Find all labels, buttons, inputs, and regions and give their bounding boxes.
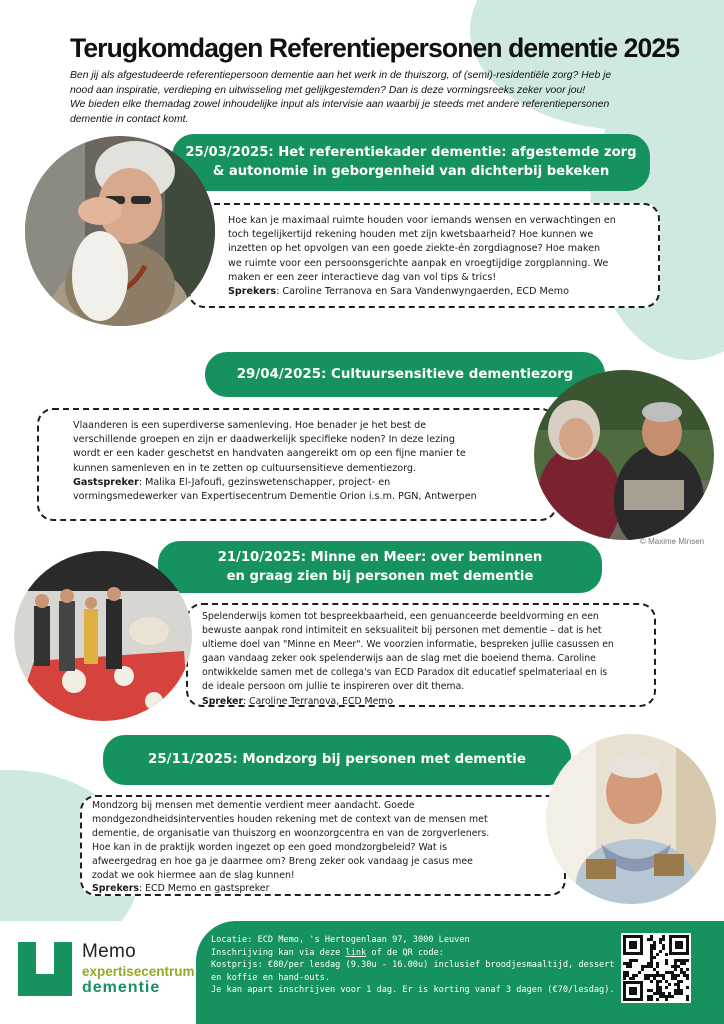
qr-module xyxy=(650,980,653,983)
qr-module xyxy=(647,989,650,992)
qr-module xyxy=(656,953,659,956)
qr-module xyxy=(653,977,656,980)
qr-module xyxy=(653,968,656,971)
qr-module xyxy=(629,965,632,968)
qr-module xyxy=(653,947,656,950)
qr-module xyxy=(641,968,644,971)
qr-module xyxy=(659,989,662,992)
qr-module xyxy=(647,977,650,980)
qr-module xyxy=(623,977,626,980)
qr-module xyxy=(647,965,650,968)
session-title-2: 29/04/2025: Cultuursensitieve dementiezorg xyxy=(205,352,605,397)
qr-code[interactable] xyxy=(621,933,691,1003)
logo-subtitle: expertisecentrum xyxy=(82,964,195,979)
qr-module xyxy=(656,974,659,977)
qr-module xyxy=(677,983,680,986)
qr-module xyxy=(665,959,668,962)
qr-module xyxy=(656,992,659,995)
qr-module xyxy=(650,974,653,977)
qr-module xyxy=(659,950,662,953)
qr-module xyxy=(653,944,656,947)
qr-module xyxy=(662,974,665,977)
qr-module xyxy=(683,971,686,974)
qr-module xyxy=(680,959,683,962)
session-description-1: Hoe kan je maximaal ruimte houden voor iemands wensen en verwachtingen en toch tegelijkertijd rekening houden met zijn kwetsbaarheid? Hoe kunnen we inzetten op het opvolgen van een goede ziekte-én zorgdiagnose? Hoe maken we ruimte voor een persoonsgerichte aanpak en vroegtijdige zorgplanning. We maken er een zeer interactieve dag van vol tips & trics! Sprekers: Caroline Terranova en Sara Vandenwyngaerden, ECD Memo xyxy=(188,203,660,308)
qr-module xyxy=(671,971,674,974)
qr-module xyxy=(638,971,641,974)
qr-module xyxy=(680,962,683,965)
qr-module xyxy=(671,965,674,968)
qr-module xyxy=(659,974,662,977)
qr-module xyxy=(653,941,656,944)
qr-module xyxy=(623,974,626,977)
qr-module xyxy=(674,992,677,995)
qr-module xyxy=(662,938,665,941)
qr-module xyxy=(683,974,686,977)
qr-module xyxy=(665,962,668,965)
qr-module xyxy=(653,974,656,977)
qr-module xyxy=(659,941,662,944)
qr-module xyxy=(650,995,653,998)
qr-module xyxy=(686,998,689,1001)
qr-module xyxy=(674,983,677,986)
qr-module xyxy=(665,998,668,1001)
qr-module xyxy=(677,980,680,983)
speaker-label: Sprekers xyxy=(92,883,139,895)
qr-module xyxy=(650,956,653,959)
session-title-4: 25/11/2025: Mondzorg bij personen met dementie xyxy=(103,735,571,785)
qr-module xyxy=(656,965,659,968)
qr-module xyxy=(626,965,629,968)
qr-module xyxy=(644,965,647,968)
qr-module xyxy=(674,977,677,980)
qr-module xyxy=(629,959,632,962)
qr-module xyxy=(641,965,644,968)
qr-module xyxy=(683,959,686,962)
qr-module xyxy=(665,986,668,989)
qr-module xyxy=(656,962,659,965)
qr-module xyxy=(674,989,677,992)
qr-module xyxy=(674,959,677,962)
qr-module xyxy=(647,938,650,941)
qr-module xyxy=(644,977,647,980)
qr-module xyxy=(647,998,650,1001)
qr-module xyxy=(659,986,662,989)
qr-module xyxy=(653,956,656,959)
qr-module xyxy=(656,998,659,1001)
qr-module xyxy=(650,944,653,947)
session-description-4: Mondzorg bij mensen met dementie verdient meer aandacht. Goede mondgezondheidsinterventies houden rekening met de context van de mensen met dementie, de organisatie van thuiszorg en woonzorgcentra en van de zorgverleners. Hoe kan in de praktijk worden ingezet op een goed mondzorgbeleid? Wat is afweergedrag en hoe ga je daarmee om? Breng zeker ook vandaag je casus mee zodat we ook hiermee aan de slag kunnen! Sprekers: ECD Memo en gastspreker xyxy=(80,795,566,896)
qr-module xyxy=(668,971,671,974)
qr-module xyxy=(659,992,662,995)
qr-module xyxy=(662,944,665,947)
qr-module xyxy=(623,971,626,974)
qr-module xyxy=(635,959,638,962)
qr-module xyxy=(650,953,653,956)
qr-module xyxy=(629,962,632,965)
qr-module xyxy=(650,947,653,950)
session-title-1: 25/03/2025: Het referentiekader dementie: afgestemde zorg & autonomie in geborgenheid van dichterbij bekeken xyxy=(172,134,650,191)
qr-module xyxy=(650,935,653,938)
qr-module xyxy=(662,935,665,938)
qr-module xyxy=(662,947,665,950)
qr-module xyxy=(680,992,683,995)
qr-module xyxy=(650,959,653,962)
memo-logo-icon xyxy=(18,942,72,1000)
photo-elderly-couple xyxy=(534,370,714,540)
qr-module xyxy=(650,962,653,965)
qr-module xyxy=(650,989,653,992)
qr-module xyxy=(659,980,662,983)
photo-board-game-group xyxy=(14,551,192,721)
qr-module xyxy=(626,974,629,977)
qr-module xyxy=(668,992,671,995)
qr-module xyxy=(647,962,650,965)
qr-module xyxy=(647,974,650,977)
qr-module xyxy=(677,959,680,962)
qr-module xyxy=(656,986,659,989)
speaker-label: Spreker xyxy=(202,695,244,707)
qr-module xyxy=(656,989,659,992)
qr-module xyxy=(659,938,662,941)
qr-module xyxy=(653,992,656,995)
qr-module xyxy=(665,995,668,998)
qr-module xyxy=(644,974,647,977)
qr-module xyxy=(650,938,653,941)
qr-module xyxy=(662,992,665,995)
qr-module xyxy=(632,959,635,962)
session-description-2: Vlaanderen is een superdiverse samenleving. Hoe benader je het best de verschillende groepen en zijn er daadwerkelijk specifieke noden? In deze lezing wordt er een kader geschetst en handvaten aangereikt om op een fijne manier te kunnen samenleven en in te zetten op cultuursensitieve dementiezorg. Gastspreker: Malika El-Jafoufi, gezinswetenschapper, project- en vormingsmedewerker van Expertisecentrum Dementie Orion i.s.m. PGN, Antwerpen xyxy=(37,408,557,521)
qr-module xyxy=(674,968,677,971)
qr-module xyxy=(626,962,629,965)
qr-module xyxy=(632,977,635,980)
speaker-label: Gastspreker xyxy=(73,476,139,488)
intro-text: Ben jij als afgestudeerde referentiepersoon dementie aan het werk in de thuiszorg, of (semi)-residentiële zorg? Heb je nood aan inspiratie, verdieping en uitwisseling met gelijkgestemden? Dan is deze vormingsreeks zeker voor jou! We bieden elke themadag zowel inhoudelijke input als intervisie aan waarbij je steeds met andere referentiepersonen dementie in contact komt. xyxy=(70,70,612,125)
qr-module xyxy=(677,989,680,992)
qr-module xyxy=(629,977,632,980)
qr-module xyxy=(683,962,686,965)
qr-module xyxy=(650,998,653,1001)
qr-module xyxy=(674,974,677,977)
qr-module xyxy=(668,983,671,986)
session-description-3: Spelenderwijs komen tot bespreekbaarheid, een genuanceerde beeldvorming en een bewuste aanpak rond intimiteit en seksualiteit bij personen met dementie – dat is het ultieme doel van "Minne en Meer". We voorzien informatie, bespreken jullie casussen en gaan vandaag zeker ook spelenderwijs aan de slag met die boeiend thema. Caroline ontwikkelde samen met de collega's van ECD Paradox dit educatief spelmateriaal en is de ideale persoon om jullie te inspireren over dit thema. Spreker: Caroline Terranova, ECD Memo xyxy=(186,603,656,707)
qr-module xyxy=(623,962,626,965)
photo-elderly-man xyxy=(546,734,716,904)
qr-module xyxy=(659,995,662,998)
registration-link[interactable]: link xyxy=(345,947,367,958)
qr-module xyxy=(680,989,683,992)
qr-module xyxy=(665,980,668,983)
photo-credit: © Maxime Minsen xyxy=(640,537,705,546)
qr-module xyxy=(671,974,674,977)
qr-module xyxy=(686,959,689,962)
speaker-label: Sprekers xyxy=(228,286,277,298)
qr-module xyxy=(656,971,659,974)
qr-module xyxy=(677,992,680,995)
qr-module xyxy=(677,965,680,968)
qr-module xyxy=(668,995,671,998)
qr-module xyxy=(656,983,659,986)
qr-module xyxy=(674,962,677,965)
qr-module xyxy=(686,968,689,971)
qr-module xyxy=(680,968,683,971)
logo-subtitle-2: dementie xyxy=(82,979,161,996)
qr-module xyxy=(686,986,689,989)
qr-module xyxy=(650,950,653,953)
qr-module xyxy=(626,971,629,974)
qr-module xyxy=(647,995,650,998)
photo-elderly-woman xyxy=(25,136,215,326)
qr-module xyxy=(686,974,689,977)
qr-module xyxy=(656,980,659,983)
qr-module xyxy=(674,965,677,968)
qr-module xyxy=(635,974,638,977)
qr-module xyxy=(665,953,668,956)
qr-module xyxy=(662,995,665,998)
qr-module xyxy=(680,980,683,983)
session-title-3: 21/10/2025: Minne en Meer: over beminnen en graag zien bij personen met dementie xyxy=(158,541,602,593)
qr-module xyxy=(671,995,674,998)
qr-module xyxy=(680,971,683,974)
page-title: Terugkomdagen Referentiepersonen dementie 2025 xyxy=(70,33,680,63)
qr-module xyxy=(662,977,665,980)
qr-module xyxy=(686,977,689,980)
logo-name: Memo xyxy=(82,941,136,962)
qr-module xyxy=(686,995,689,998)
qr-module xyxy=(671,977,674,980)
footer-info: Locatie: ECD Memo, 's Hertogenlaan 97, 3000 Leuven Inschrijving kan via deze link of de QR code: Kostprijs: €80/per lesdag (9.30u - 16.00u) inclusief broodjesmaaltijd, dessert en koffie en hand-outs. Je kan apart inschrijven voor 1 dag. Er is korting vanaf 3 dagen (€70/lesdag). xyxy=(211,935,615,996)
qr-module xyxy=(632,974,635,977)
qr-module xyxy=(677,986,680,989)
qr-module xyxy=(677,974,680,977)
qr-module xyxy=(665,971,668,974)
qr-module xyxy=(650,965,653,968)
qr-code-icon xyxy=(621,933,691,1003)
